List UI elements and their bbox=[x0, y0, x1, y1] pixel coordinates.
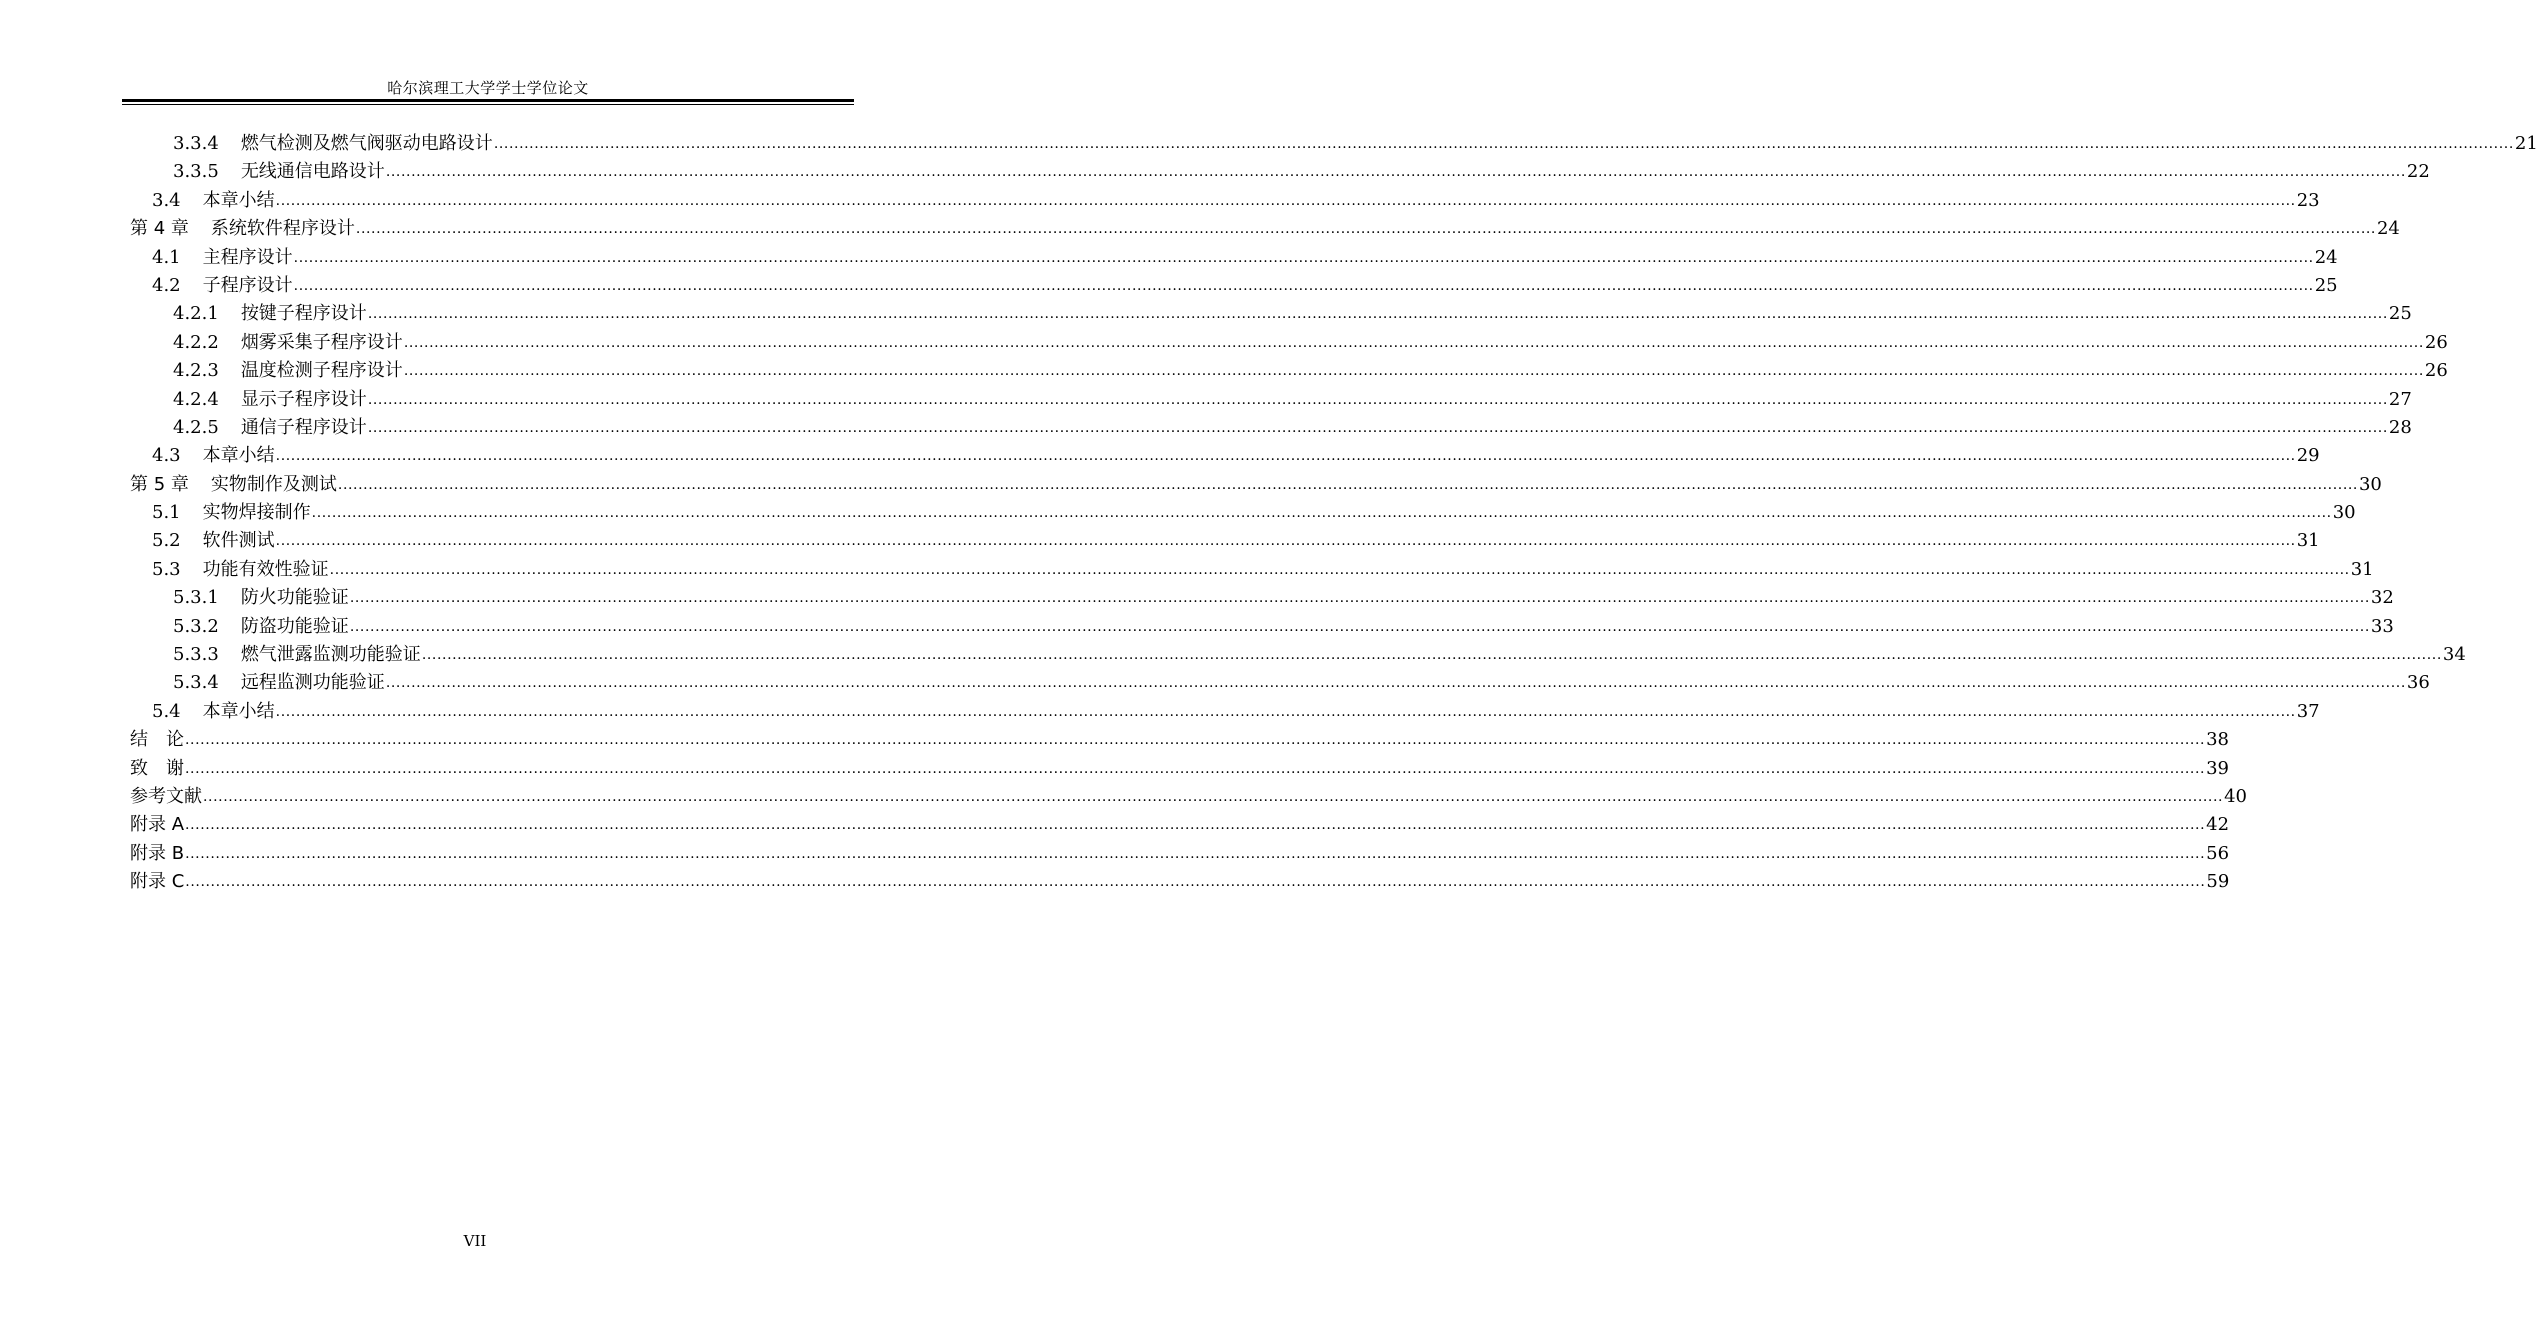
toc-entry-title: 通信子程序设计 bbox=[240, 416, 367, 438]
toc-entry bbox=[130, 641, 2466, 669]
toc-entry bbox=[130, 386, 2412, 414]
toc-entry-page: 32 bbox=[2370, 587, 2394, 609]
toc-entry-title: 附录 A bbox=[130, 814, 185, 836]
toc-entry-page: 39 bbox=[2206, 757, 2229, 779]
toc-entry-number: 3.4 bbox=[152, 189, 181, 211]
toc-entry bbox=[130, 442, 2320, 470]
toc-entry-title: 防火功能验证 bbox=[240, 587, 349, 609]
toc-entry-title: 附录 C bbox=[130, 871, 185, 893]
toc-entry-number: 4.2.5 bbox=[173, 416, 219, 438]
toc-entry-number: 4.2.3 bbox=[173, 360, 219, 382]
toc-entry-number: 第 4 章 bbox=[130, 218, 189, 240]
toc-entry bbox=[130, 811, 2230, 839]
toc-entry-title: 远程监测功能验证 bbox=[240, 672, 385, 694]
toc-entry-page: 31 bbox=[2296, 530, 2320, 552]
toc-entry-title: 系统软件程序设计 bbox=[210, 218, 355, 240]
toc-entry-page: 26 bbox=[2424, 331, 2448, 353]
toc-entry-title: 燃气检测及燃气阀驱动电路设计 bbox=[240, 133, 493, 154]
toc-dot-leader: ................................................................................................................................................................................................................................................................................................................................................................................................................ bbox=[403, 363, 2424, 380]
toc-entry-page: 37 bbox=[2296, 700, 2320, 722]
toc-entry bbox=[130, 726, 2229, 754]
toc-entry bbox=[130, 613, 2394, 641]
toc-entry-page: 27 bbox=[2388, 388, 2412, 410]
toc-entry-title: 参考文献 bbox=[130, 785, 202, 807]
toc-entry-title: 实物制作及测试 bbox=[210, 473, 337, 495]
toc-entry-page: 25 bbox=[2388, 303, 2412, 325]
toc-entry-title: 温度检测子程序设计 bbox=[240, 360, 403, 382]
toc-entry-title: 主程序设计 bbox=[202, 246, 293, 268]
toc-entry-page: 30 bbox=[2332, 502, 2356, 524]
toc-entry-page: 23 bbox=[2296, 189, 2320, 211]
toc-entry-number: 5.2 bbox=[152, 530, 181, 552]
toc-entry-page: 36 bbox=[2406, 672, 2430, 694]
toc-entry bbox=[130, 300, 2412, 328]
toc-entry-number: 3.3.4 bbox=[173, 133, 219, 154]
toc-dot-leader: ................................................................................................................................................................................................................................................................................................................................................................................................................ bbox=[311, 505, 2332, 522]
toc-entry-number: 5.4 bbox=[152, 700, 181, 722]
toc-entry-number: 4.3 bbox=[152, 445, 181, 467]
toc-entry bbox=[130, 215, 2400, 243]
toc-dot-leader: ................................................................................................................................................................................................................................................................................................................................................................................................................ bbox=[275, 448, 2296, 465]
toc-dot-leader: ................................................................................................................................................................................................................................................................................................................................................................................................................ bbox=[275, 192, 2296, 209]
toc-entry-title: 致 谢 bbox=[130, 757, 184, 779]
toc-entry bbox=[130, 158, 2430, 186]
toc-entry-page: 25 bbox=[2314, 274, 2338, 296]
toc-entry-number: 5.3.1 bbox=[173, 587, 219, 609]
toc-entry bbox=[130, 499, 2356, 527]
toc-entry-title: 功能有效性验证 bbox=[202, 558, 329, 580]
toc-dot-leader: ................................................................................................................................................................................................................................................................................................................................................................................................................ bbox=[293, 277, 2314, 294]
toc-entry-title: 软件测试 bbox=[202, 530, 275, 552]
header-rule-thin bbox=[122, 104, 854, 105]
toc-dot-leader: ................................................................................................................................................................................................................................................................................................................................................................................................................ bbox=[493, 136, 2514, 152]
toc-entry bbox=[130, 414, 2412, 442]
toc-entry-page: 38 bbox=[2206, 729, 2229, 751]
toc-dot-leader: ................................................................................................................................................................................................................................................................................................................................................................................................................ bbox=[367, 306, 2388, 323]
toc-dot-leader: ................................................................................................................................................................................................................................................................................................................................................................................................................ bbox=[349, 618, 2370, 635]
toc-dot-leader: ................................................................................................................................................................................................................................................................................................................................................................................................................ bbox=[337, 476, 2358, 493]
table-of-contents bbox=[130, 130, 2538, 897]
toc-entry bbox=[130, 840, 2230, 868]
toc-entry bbox=[130, 698, 2320, 726]
toc-entry-page: 56 bbox=[2206, 842, 2230, 864]
toc-entry bbox=[130, 868, 2230, 896]
toc-dot-leader: ................................................................................................................................................................................................................................................................................................................................................................................................................ bbox=[355, 221, 2376, 238]
toc-entry bbox=[130, 471, 2382, 499]
toc-dot-leader: ................................................................................................................................................................................................................................................................................................................................................................................................................ bbox=[185, 845, 2206, 862]
toc-entry-page: 26 bbox=[2424, 360, 2448, 382]
header-rule-thick bbox=[122, 99, 854, 102]
toc-entry bbox=[130, 527, 2320, 555]
toc-entry bbox=[130, 244, 2338, 272]
toc-dot-leader: ................................................................................................................................................................................................................................................................................................................................................................................................................ bbox=[185, 817, 2206, 834]
running-header: 哈尔滨理工大学学士学位论文 bbox=[387, 79, 589, 97]
toc-entry-number: 5.1 bbox=[152, 502, 181, 524]
toc-entry bbox=[130, 584, 2394, 612]
toc-entry-page: 22 bbox=[2406, 161, 2430, 183]
toc-entry-number: 4.2.1 bbox=[173, 303, 219, 325]
toc-entry-title: 子程序设计 bbox=[202, 274, 293, 296]
toc-entry-title: 本章小结 bbox=[202, 700, 275, 722]
toc-dot-leader: ................................................................................................................................................................................................................................................................................................................................................................................................................ bbox=[421, 647, 2442, 664]
toc-dot-leader: ................................................................................................................................................................................................................................................................................................................................................................................................................ bbox=[185, 760, 2206, 777]
toc-dot-leader: ................................................................................................................................................................................................................................................................................................................................................................................................................ bbox=[403, 334, 2424, 351]
toc-entry-page: 24 bbox=[2376, 218, 2400, 240]
toc-dot-leader: ................................................................................................................................................................................................................................................................................................................................................................................................................ bbox=[349, 590, 2370, 607]
toc-entry-number: 4.2.2 bbox=[173, 331, 219, 353]
page-number: VII bbox=[463, 1232, 487, 1250]
toc-entry-page: 34 bbox=[2442, 644, 2466, 666]
toc-entry-title: 防盗功能验证 bbox=[240, 615, 349, 637]
toc-entry bbox=[130, 130, 2538, 158]
toc-entry-page: 24 bbox=[2314, 246, 2338, 268]
toc-entry-title: 烟雾采集子程序设计 bbox=[240, 331, 403, 353]
toc-entry bbox=[130, 272, 2338, 300]
toc-entry-number: 4.2 bbox=[152, 274, 181, 296]
toc-entry-page: 59 bbox=[2206, 871, 2230, 893]
toc-entry bbox=[130, 556, 2374, 584]
toc-entry bbox=[130, 755, 2229, 783]
toc-entry-page: 33 bbox=[2370, 615, 2394, 637]
toc-entry-title: 实物焊接制作 bbox=[202, 502, 311, 524]
toc-entry-page: 28 bbox=[2388, 416, 2412, 438]
toc-entry-number: 第 5 章 bbox=[130, 473, 189, 495]
toc-entry bbox=[130, 357, 2448, 385]
toc-dot-leader: ................................................................................................................................................................................................................................................................................................................................................................................................................ bbox=[329, 561, 2350, 578]
toc-entry-page: 31 bbox=[2350, 558, 2374, 580]
toc-entry-number: 5.3.3 bbox=[173, 644, 219, 666]
toc-entry-number: 5.3 bbox=[152, 558, 181, 580]
toc-dot-leader: ................................................................................................................................................................................................................................................................................................................................................................................................................ bbox=[385, 675, 2406, 692]
toc-entry-title: 燃气泄露监测功能验证 bbox=[240, 644, 421, 666]
toc-entry-number: 4.1 bbox=[152, 246, 181, 268]
toc-entry-page: 30 bbox=[2358, 473, 2382, 495]
toc-dot-leader: ................................................................................................................................................................................................................................................................................................................................................................................................................ bbox=[203, 788, 2224, 805]
toc-dot-leader: ................................................................................................................................................................................................................................................................................................................................................................................................................ bbox=[367, 419, 2388, 436]
toc-entry-title: 附录 B bbox=[130, 842, 185, 864]
toc-entry-title: 本章小结 bbox=[202, 445, 275, 467]
toc-dot-leader: ................................................................................................................................................................................................................................................................................................................................................................................................................ bbox=[275, 533, 2296, 550]
toc-entry-number: 5.3.4 bbox=[173, 672, 219, 694]
toc-entry-number: 3.3.5 bbox=[173, 161, 219, 183]
toc-entry-title: 结 论 bbox=[130, 729, 184, 751]
toc-entry-page: 42 bbox=[2206, 814, 2230, 836]
toc-entry bbox=[130, 187, 2320, 215]
toc-entry-page: 21 bbox=[2514, 133, 2538, 154]
toc-entry-title: 本章小结 bbox=[202, 189, 275, 211]
toc-entry-title: 显示子程序设计 bbox=[240, 388, 367, 410]
toc-entry-number: 4.2.4 bbox=[173, 388, 219, 410]
toc-dot-leader: ................................................................................................................................................................................................................................................................................................................................................................................................................ bbox=[185, 874, 2206, 891]
toc-entry bbox=[130, 783, 2247, 811]
toc-entry bbox=[130, 669, 2430, 697]
toc-entry-page: 29 bbox=[2296, 445, 2320, 467]
toc-dot-leader: ................................................................................................................................................................................................................................................................................................................................................................................................................ bbox=[293, 249, 2314, 266]
toc-entry-page: 40 bbox=[2224, 785, 2247, 807]
toc-entry-title: 无线通信电路设计 bbox=[240, 161, 385, 183]
toc-entry-number: 5.3.2 bbox=[173, 615, 219, 637]
toc-dot-leader: ................................................................................................................................................................................................................................................................................................................................................................................................................ bbox=[367, 391, 2388, 408]
toc-dot-leader: ................................................................................................................................................................................................................................................................................................................................................................................................................ bbox=[185, 732, 2206, 749]
toc-dot-leader: ................................................................................................................................................................................................................................................................................................................................................................................................................ bbox=[275, 703, 2296, 720]
toc-entry bbox=[130, 329, 2448, 357]
toc-entry-title: 按键子程序设计 bbox=[240, 303, 367, 325]
toc-dot-leader: ................................................................................................................................................................................................................................................................................................................................................................................................................ bbox=[385, 164, 2406, 181]
